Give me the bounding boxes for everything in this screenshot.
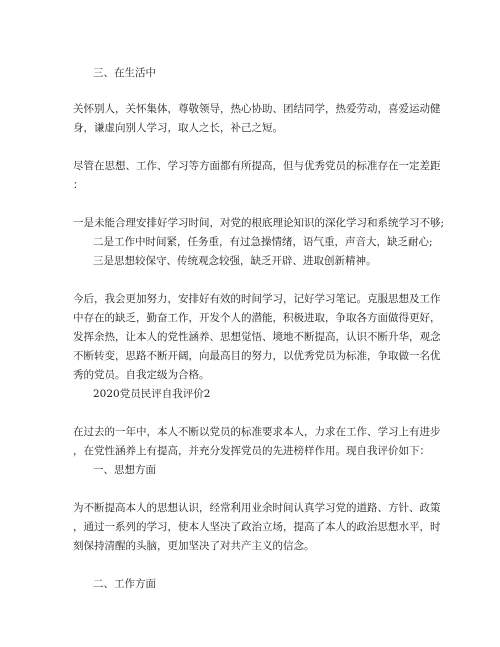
paragraph-line: 刻保持清醒的头脑，更加坚决了对共产主义的信念。: [73, 540, 315, 552]
paragraph-line: 关怀别人，关怀集体，尊敬领导，热心协助、团结同学，热爱劳动，喜爱运动健: [73, 103, 441, 115]
paragraph-line: 今后，我会更加努力，安排好有效的时间学习，记好学习笔记。克服思想及工作: [73, 293, 441, 305]
paragraph-line: ，在党性涵养上有提高，并充分发挥党员的先进榜样作用。现自我评价如下：: [73, 445, 430, 457]
paragraph-line: 为不断提高本人的思想认识，经常利用业余时间认真学习党的道路、方针、政策: [73, 502, 441, 514]
paragraph-line: ：: [73, 179, 84, 191]
section-title: 2020党员民评自我评价2: [93, 388, 211, 400]
list-item: 二是工作中时间紧，任务重，有过急操情绪，语气重，声音大，缺乏耐心;: [93, 236, 433, 248]
paragraph-line: 不断转变，思路不断开阔，向最高目的努力，以优秀党员为标准，争取做一名优: [73, 350, 441, 362]
heading-thought: 一、思想方面: [93, 464, 156, 476]
paragraph-line: 在过去的一年中，本人不断以党员的标准要求本人，力求在工作、学习上有进步: [73, 426, 441, 438]
paragraph-line: 发挥余热，让本人的党性涵养、思想觉悟、境地不断提高，认识不断升华，观念: [73, 331, 441, 343]
paragraph-line: 秀的党员。自我定级为合格。: [73, 369, 210, 381]
paragraph-line: 尽管在思想、工作、学习等方面都有所提高，但与优秀党员的标准存在一定差距: [73, 160, 441, 172]
heading-work: 二、工作方面: [93, 578, 156, 590]
list-item: 一是未能合理安排好学习时间，对党的根底理论知识的深化学习和系统学习不够;: [73, 217, 445, 229]
paragraph-line: ，通过一系列的学习，使本人坚决了政治立场，提高了本人的政治思想水平，时: [73, 521, 441, 533]
paragraph-line: 中存在的缺乏，勤奋工作，开发个人的潜能，积极进取，争取各方面做得更好，: [73, 312, 441, 324]
paragraph-line: 身，谦虚向别人学习，取人之长，补己之短。: [73, 122, 283, 134]
list-item: 三是思想较保守、传统观念较强，缺乏开辟、进取创新精神。: [93, 255, 377, 267]
heading-life: 三、在生活中: [93, 67, 156, 79]
